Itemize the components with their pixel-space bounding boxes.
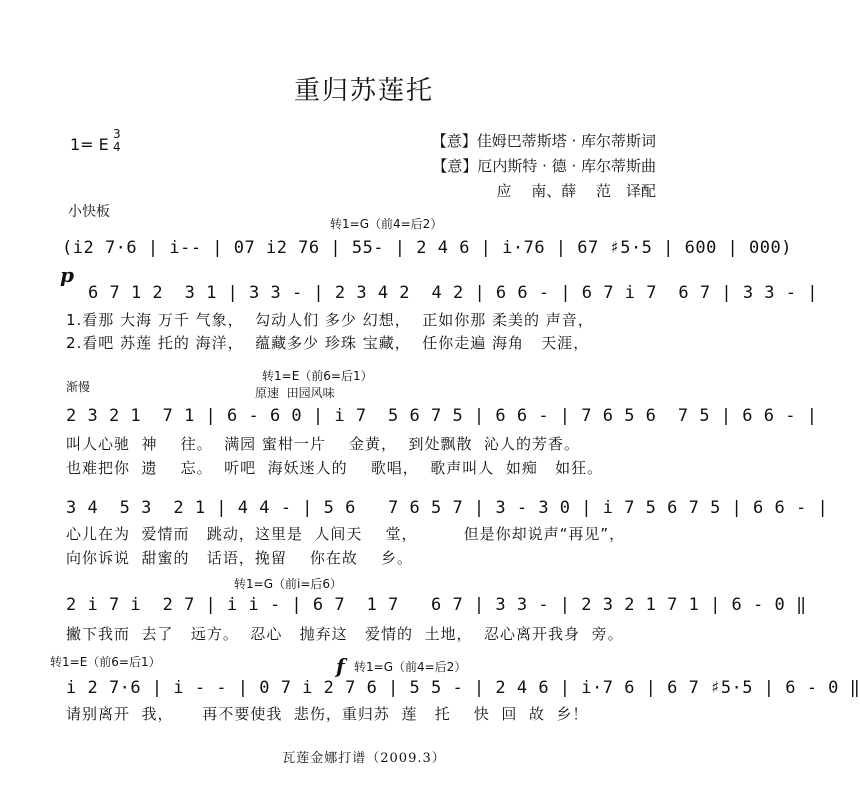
dynamic-piano: p bbox=[60, 263, 74, 287]
notation-line-5: 2 i 7 i 2 7 | i i - | 6 7 1 7 6 7 | 3 3 - | 2 3 2 1 7 1 | 6 - 0 ‖ bbox=[66, 595, 807, 615]
notation-line-6: i 2 7·6 | i - - | 0 7 i 2 7 6 | 5 5 - | 2 4 6 | i·7 6 | 6 7 ♯5·5 | 6 - 0 ‖ bbox=[66, 678, 860, 698]
lyric-line-3b: 也难把你 遗 忘。 听吧 海妖迷人的 歌唱， 歌声叫人 如痴 如狂。 bbox=[66, 459, 604, 477]
time-signature bbox=[113, 128, 121, 154]
a-tempo-marking: 原速 田园风味 bbox=[255, 386, 335, 400]
lyric-line-2b: 2.看吧 苏莲 托的 海洋， 蕴藏多少 珍珠 宝藏， 任你走遍 海角 天涯， bbox=[66, 334, 590, 352]
transcriber-footer: 瓦莲金娜打谱（2009.3） bbox=[282, 751, 446, 766]
modulation-4: 转1=E（前6=后1） bbox=[50, 655, 161, 669]
lyric-line-5: 撇下我而 去了 远方。 忍心 抛弃这 爱情的 土地， 忍心离开我身 旁。 bbox=[66, 625, 624, 643]
lyricist-credit: 【意】佳姆巴蒂斯塔 · 库尔蒂斯词 bbox=[431, 132, 656, 150]
modulation-2: 转1=E（前6=后1） bbox=[262, 369, 373, 383]
lyric-line-4a: 心儿在为 爱情而 跳动，这里是 人间天 堂， 但是你却说声“再见”， bbox=[66, 525, 626, 543]
lyric-line-4b: 向你诉说 甜蜜的 话语，挽留 你在故 乡。 bbox=[66, 549, 413, 567]
ritardando-marking: 渐慢 bbox=[66, 380, 91, 394]
song-title: 重归苏莲托 bbox=[293, 76, 434, 106]
lyric-line-6: 请别离开 我， 再不要使我 悲伤，重归苏 莲 托 快 回 故 乡！ bbox=[66, 705, 589, 723]
time-signature-bottom: 4 bbox=[113, 140, 121, 154]
notation-line-3: 2 3 2 1 7 1 | 6 - 6 0 | i 7 5 6 7 5 | 6 6 - | 7 6 5 6 7 5 | 6 6 - | bbox=[66, 406, 818, 426]
modulation-1: 转1=G（前4=后2） bbox=[330, 217, 443, 231]
dynamic-forte: f bbox=[336, 654, 345, 678]
notation-line-4: 3 4 5 3 2 1 | 4 4 - | 5 6 7 6 5 7 | 3 - 3 0 | i 7 5 6 7 5 | 6 6 - | bbox=[66, 498, 829, 518]
lyric-line-2a: 1.看那 大海 万千 气象， 勾动人们 多少 幻想， 正如你那 柔美的 声音， bbox=[66, 311, 594, 329]
composer-credit: 【意】厄内斯特 · 德 · 库尔蒂斯曲 bbox=[432, 157, 656, 175]
lyric-line-3a: 叫人心驰 神 往。 满园 蜜柑一片 金黄， 到处飘散 沁人的芳香。 bbox=[66, 435, 581, 453]
key-signature: 1= E bbox=[70, 135, 109, 154]
tempo-marking: 小快板 bbox=[68, 204, 110, 220]
notation-line-2: 6 7 1 2 3 1 | 3 3 - | 2 3 4 2 4 2 | 6 6 - | 6 7 i 7 6 7 | 3 3 - | bbox=[88, 283, 818, 303]
modulation-3: 转1=G（前i=后6） bbox=[234, 577, 343, 591]
modulation-5: 转1=G（前4=后2） bbox=[354, 660, 467, 674]
translator-credit: 应 南、薛 范 译配 bbox=[496, 182, 656, 200]
time-signature-top: 3 bbox=[113, 127, 121, 141]
notation-line-1: (i2 7·6 | i-- | 07 i2 76 | 55- | 2 4 6 | i·76 | 67 ♯5·5 | 600 | 000) bbox=[62, 238, 792, 258]
